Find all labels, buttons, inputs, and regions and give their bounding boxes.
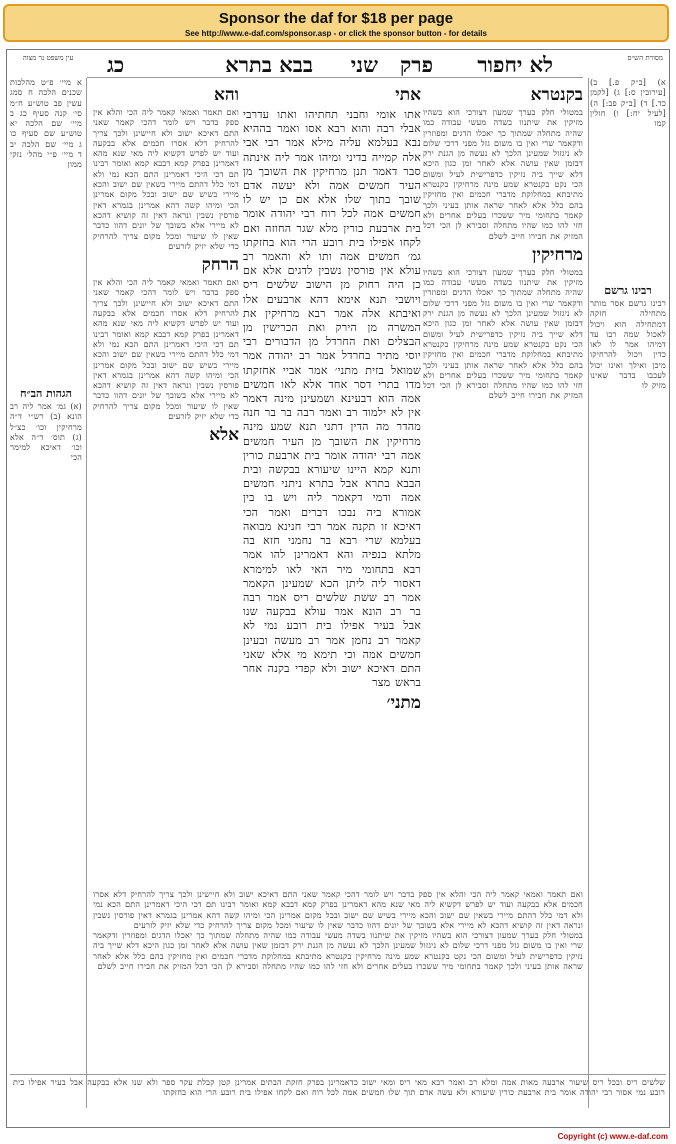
tosfos-column [93, 82, 239, 882]
right-margin-rule [588, 78, 589, 1108]
gershom-text: רבינו גרשם אסר מותר מתחילה חזקה דמתחילה הוא ויכול לאכול שמה רבו עד דמיהו אמר לו לאו כדין ויכול להרחיקו מיכן ואילך ואינו יכול לעכבו בדבר שאינו מזיק לו [590, 299, 666, 391]
rashi-text: במטולי חלק בערך שמעון דצורכי הוא בשהיו מזיקין את שיתנוו בשדה מעשי עבודה כמו שהיה מתחלה שמתוך כך יאכלו הדגים ומפוזרין ודקאמר שרי ואין בו משום גזל מפני דרכי שלום לא ניגזול שמעינן הלכך לא נעשה מן הגנת ירק דבזמן שאין עושה אלא לאחר זמן כגון היכא דלא שייך ביה נזיקין כדפרישית לעיל ומשום הכי נקט בקנטרא שמע מינה מרחיקין בקנטרא מתיבתא במחלוקת מדברי חכמים ואין מחזיקין בהם כלל אלא לאחר שראה אותן בעיני ולכך קאמר בתחומי מיר ששכרו בעלים אחרים ולא חזי להו כמו שהיו מתחלה וסבירא לן הכי דכל המזיק את חבירו חייב לשלם [423, 108, 583, 241]
eyn-mishpat-column [10, 78, 82, 378]
masoret-text: א) [ב״ק פ.] ב) [עירובין ס:] ג) [לקמן כד.] ד) [ב״ק פב:] ה) [לעיל יח:] ו) חולין קמו [590, 78, 666, 129]
header-chapter: לא יחפור [477, 52, 553, 77]
footer-notes [13, 1078, 665, 1124]
sponsor-banner[interactable] [3, 4, 669, 42]
rabbeinu-gershom-column [590, 282, 666, 722]
talmud-page [6, 49, 670, 1128]
gemara-text: אתו אומי וחבני תחתיהו ואתו עדרבי אבלי רבה והוא רבא אסו ואמר בההיא נבא בעלמא עליה מילא אמר רבי אבי אלה קמייה בדיני ומיהו אמר ליה אינתה סבר דאמר תנן מרחיקין את השובך מן העיר חמשים אמה ולא יעשה אדם שובך בתוך שלו אלא אם כן יש לו חמשים אמה לכל רוח רבי יהודה אומר בית ארבעת כורין מלא שגר החוזה ואם לקחו אפילו בית רובע הרי הוא בחזקתו גמ׳ חמשים אמה ותו לא והאמר רב עולא אין פורסין נשבין לדגים אלא אם כן היה רחוק מן הישוב שלשים ריס ויושבי תנא אימא דהא ארבעים אלו ואיבתא אלה אמר רבא מרחיקין את המשרה מן הירק ואת הכרישין מן הבצלים ואת החרדל מן הדבורים רבי יוסי מתיר בחרדל אמר רב יהודה אמר שמואל בזית מתני׳ אמר אביי אחזקתו מדו בתרי דסר אחד אלא לאו חמשים אמה הוא דבעינא ושמעינן מינה דאמר אין לא ילמוד רב ואמר רבה בר בר חנה מהדר מה הדין דתני תנא שמע מינה מרחיקין את השובך מן העיר חמשים אמה רבי יהודה אומר בית ארבעת כורין ותנא קמא היינו שיעורא בבקשה ובית הבבא בתרא אבל בתרא ניתני חמשים אמה ודמי דקאמר ליה ויש בו בין אמורא ביה נבכו דברים ואמר הכי דאיכא זו תקנה אמר רבי חנינא מבואה בעלמא שרי רבא בר נחמני חזא בה מלתא בנפיה והא דאמרינן להו אמר רבא בתחומי מיר האי לאו למימרא דאסור ליה ליתן הכא שמעינן הקאמר אמר רב ששת שלשים ריס אמר רבה בר רב הונא אמר עולא בבקעה שנו אבל בעיר אפילו בית רובע נמי לא קאמר רב נחמן אמר רב מעשה ובעינן חמשים אמה וכי תימא מי אלא שאני התם דאיכא ישוב ולא קפדי בקנה אחר בראש מצר [243, 108, 421, 690]
gershom-title: רבינו גרשם [604, 284, 652, 297]
tosfos-text-2: ואם תאמר ואמאי קאמר ליה הכי והלא אין ספק בדבר ויש לומר דהכי קאמר שאני התם דאיכא ישוב ולא חיישינן ולכך צריך להרחיק דלא אסרו חכמים אלא בבקעה ועוד יש לפרש דקשיא ליה מאי שנא מהא דאמרינן בפרק קמא דבבא קמא ואומר רבינו תם דכי היכי דאמרינן התם הכא נמי ולא דמי כלל דהתם מיירי בשאין שם ישוב והכא מיירי בשיש שם ישוב ובכל מקום אמרינן הכי ומיהו קשה דהא אמרינן בגמרא דאין פורסין נשבין ונראה דאין זה קושיא דהכא לא מיירי אלא בשובך של יונים דהוו כדבר שאין לו שיעור ומכל מקום צריך להרחיק כדי שלא יזיק לזרעים [93, 278, 239, 422]
tosfos-heading-2: אלא [209, 425, 239, 446]
hagahot-title: הגהות הב״ח [20, 387, 72, 400]
hagahot-column [10, 385, 82, 705]
header-perek-num: שני [350, 52, 378, 77]
left-margin-rule [86, 78, 87, 1108]
page-header [107, 50, 553, 76]
bottom-text-1: ואם תאמר ואמאי קאמר ליה הכי והלא אין ספק בדבר ויש לומר דהכי קאמר שאני התם דאיכא ישוב ולא חיישינן ולכך צריך להרחיק דלא אסרו חכמים אלא בבקעה ועוד יש לפרש דקשיא ליה מאי שנא מהא דאמרינן בפרק קמא דבבא קמא ואומר רבינו תם דכי היכי דאמרינן התם הכא נמי ולא דמי כלל דהתם מיירי בשאין שם ישוב והכא מיירי בשיש שם ישוב ובכל מקום אמרינן הכי ומיהו קשה דהא אמרינן בגמרא דאין פורסין נשבין ונראה דאין זה קושיא דהכא לא מיירי אלא בשובך של יונים דהוו כדבר שאין לו שיעור ומכל מקום צריך להרחיק כדי שלא יזיק לזרעים [93, 890, 583, 930]
masoret-hashas-label: מסורת הש״ס [627, 54, 663, 62]
gemara-column [243, 82, 421, 882]
bottom-text-2: במטולי חלק בערך שמעון דצורכי הוא בשהיו מזיקין את שיתנוו בשדה מעשי עבודה כמו שהיה מתחלה שמתוך כך יאכלו הדגים ומפוזרין ודקאמר שרי ואין בו משום גזל מפני דרכי שלום לא ניגזול שמעינן הלכך לא נעשה מן הגנת ירק דבזמן שאין עושה אלא לאחר זמן כגון היכא דלא שייך ביה נזיקין כדפרישית לעיל ומשום הכי נקט בקנטרא שמע מינה מרחיקין בקנטרא מתיבתא במחלוקת מדברי חכמים ואין מחזיקין בהם כלל אלא לאחר שראה אותן בעיני ולכך קאמר בתחומי מיר ששכרו בעלים אחרים ולא חזי להו כמו שהיו מתחלה וסבירא לן הכי דכל המזיק את חבירו חייב לשלם [93, 931, 583, 972]
header-perek: פרק [400, 52, 433, 77]
mishnah-heading: מתני׳ [386, 693, 421, 714]
footer-text: שלשים ריס ובכל ריס שיעור ארבעה מאות אמה ומלא רב ואמר רבא מאי ריס ומאי ישוב כדאמרינן בפרק חזקת הבתים אמרינן קטן קבלת עקר ספר ולא שנו אלא בבקעה אבל בעיר אפילו בית רובע נמי אסור רבי יהודה אומר בית ארבעת כורין שיעורא ולא עשה אדם תוך שלו חמשים אמה לכל רוח ואם לקחו אפילו בית רובע הרי הוא בחזקתו [13, 1078, 665, 1098]
masoret-hashas-column [590, 78, 666, 278]
rashi-heading-1: בקנטרא [530, 85, 583, 105]
header-tractate: בבא בתרא [225, 52, 313, 77]
header-rule [87, 77, 583, 78]
gemara-heading-1: אתי [395, 85, 421, 105]
copyright-link[interactable]: Copyright (c) www.e-daf.com [557, 1132, 668, 1141]
bottom-commentary [93, 890, 583, 1070]
eyn-mishpat-label: עין משפט נר מצוה [22, 54, 74, 62]
rashi-heading-2: מרחיקין [532, 244, 583, 265]
sponsor-title[interactable]: Sponsor the daf for $18 per page [218, 10, 454, 27]
tosfos-heading-1: הרחק [201, 255, 239, 276]
rashi-column [423, 82, 583, 882]
header-daf: כג [107, 52, 125, 77]
hagahot-text: (א) גמ׳ אמר ליה רב הונא (ב) רש״י ד״ה מרחיקין וכו׳ כצ״ל (ג) תוס׳ ד״ה אלא וכו׳ דאיכא למימר הכי [10, 402, 82, 463]
gemara-heading-2: והא [213, 85, 239, 105]
tosfos-text: ואם תאמר ואמאי קאמר ליה הכי והלא אין ספק בדבר ויש לומר דהכי קאמר שאני התם דאיכא ישוב ולא חיישינן ולכך צריך להרחיק דלא אסרו חכמים אלא בבקעה ועוד יש לפרש דקשיא ליה מאי שנא מהא דאמרינן בפרק קמא דבבא קמא ואומר רבינו תם דכי היכי דאמרינן התם הכא נמי ולא דמי כלל דהתם מיירי בשאין שם ישוב והכא מיירי בשיש שם ישוב ובכל מקום אמרינן הכי ומיהו קשה דהא אמרינן בגמרא דאין פורסין נשבין ונראה דאין זה קושיא דהכא לא מיירי אלא בשובך של יונים דהוו כדבר שאין לו שיעור ומכל מקום צריך להרחיק כדי שלא יזיק לזרעים [93, 108, 239, 251]
eyn-mishpat-text: א מיי׳ פ״ט מהלכות שכנים הלכה ח סמג עשין פב טוש״ע ח״מ סי׳ קנה סעיף כג ב מיי׳ שם הלכה יא טוש״ע שם סעיף כו ג מיי׳ שם הלכה יב ד מיי׳ פ״י מהל׳ נזקי ממון [10, 78, 82, 170]
sponsor-subtitle[interactable]: See http://www.e-daf.com/sponsor.asp - or click the sponsor button - for details [185, 29, 487, 38]
rashi-text-2: במטולי חלק בערך שמעון דצורכי הוא בשהיו מזיקין את שיתנוו בשדה מעשי עבודה כמו שהיה מתחלה שמתוך כך יאכלו הדגים ומפוזרין ודקאמר שרי ואין בו משום גזל מפני דרכי שלום לא ניגזול שמעינן הלכך לא נעשה מן הגנת ירק דבזמן שאין עושה אלא לאחר זמן כגון היכא דלא שייך ביה נזיקין כדפרישית לעיל ומשום הכי נקט בקנטרא שמע מינה מרחיקין בקנטרא מתיבתא במחלוקת מדברי חכמים ואין מחזיקין בהם כלל אלא לאחר שראה אותן בעיני ולכך קאמר בתחומי מיר ששכרו בעלים אחרים ולא חזי להו כמו שהיו מתחלה וסבירא לן הכי דכל המזיק את חבירו חייב לשלם [423, 267, 583, 401]
footer-rule [10, 1074, 666, 1075]
